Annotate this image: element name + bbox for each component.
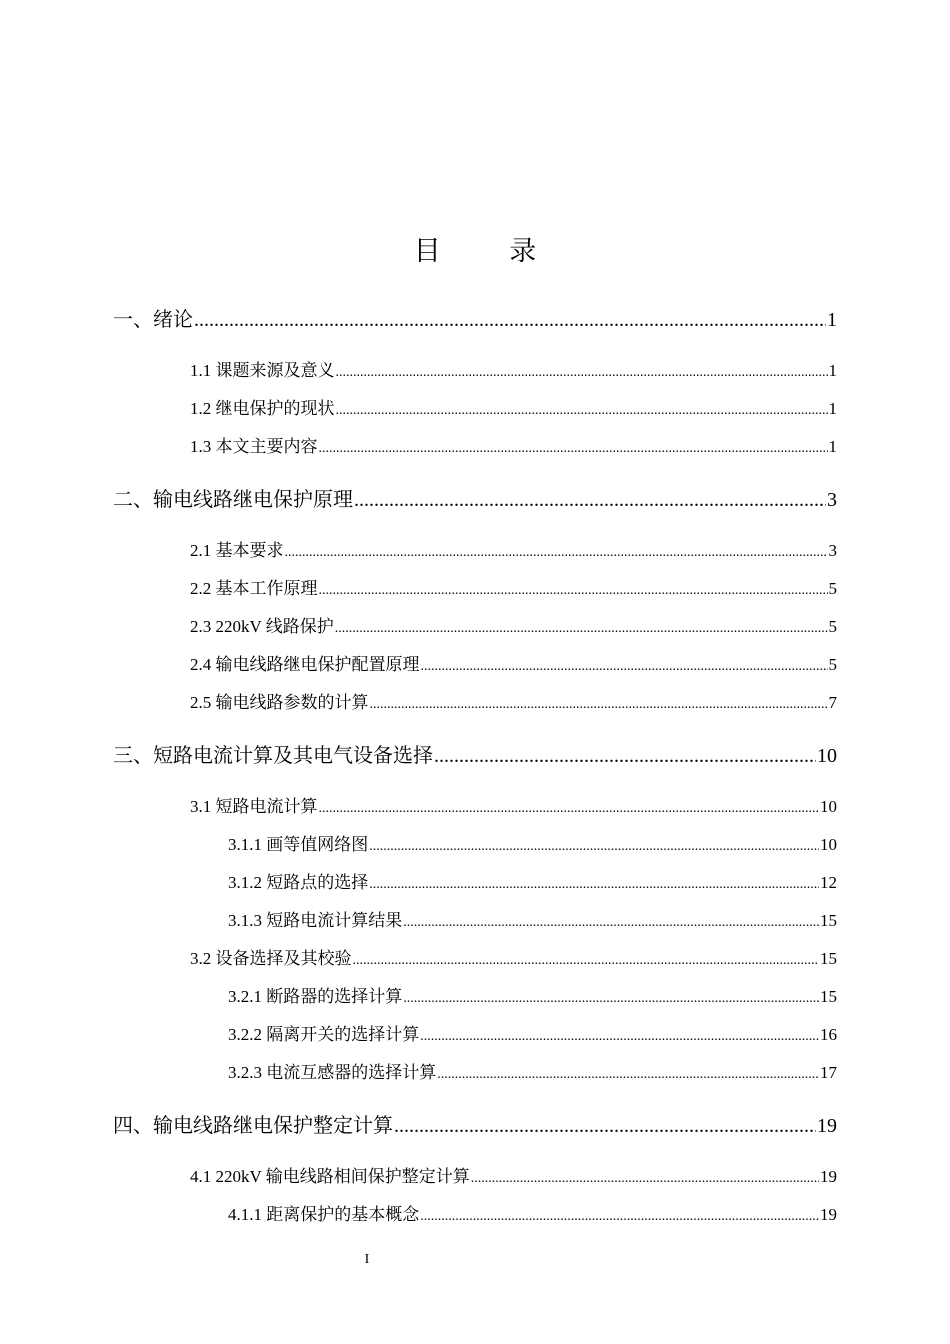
toc-entry-label: 3.1 短路电流计算 (190, 797, 318, 816)
toc-section-2-4[interactable] (190, 652, 837, 678)
page-number: I (364, 1252, 370, 1267)
dot-leader (369, 832, 819, 860)
toc-chapter-2[interactable] (113, 484, 837, 514)
toc-section-4-1[interactable] (190, 1164, 837, 1190)
toc-entry-page: 5 (828, 655, 837, 674)
dot-leader (434, 740, 816, 771)
toc-chapter-1[interactable] (113, 304, 837, 334)
toc-entry-page: 15 (820, 949, 837, 968)
toc-entry-page: 12 (820, 873, 837, 892)
toc-entry-page: 19 (817, 1115, 837, 1137)
toc-entry-page: 1 (828, 361, 837, 380)
toc-subsection-3-2-1[interactable] (228, 984, 837, 1010)
toc-entry-label: 2.2 基本工作原理 (190, 579, 318, 598)
toc-entry-label: 3.2.2 隔离开关的选择计算 (228, 1025, 420, 1044)
toc-chapter-3[interactable] (113, 740, 837, 770)
dot-leader (319, 794, 820, 822)
toc-entry-page: 10 (817, 745, 837, 767)
toc-entry-label: 2.4 输电线路继电保护配置原理 (190, 655, 420, 674)
toc-entry-page: 16 (820, 1025, 837, 1044)
toc-subsection-3-1-1[interactable] (228, 832, 837, 858)
toc-entry-page: 1 (827, 309, 837, 331)
toc-entry-label: 4.1 220kV 输电线路相间保护整定计算 (190, 1167, 470, 1186)
toc-entry-label: 3.1.3 短路电流计算结果 (228, 911, 403, 930)
toc-subsection-3-1-2[interactable] (228, 870, 837, 896)
dot-leader (319, 576, 828, 604)
toc-subsection-3-1-3[interactable] (228, 908, 837, 934)
toc-entry-label: 1.1 课题来源及意义 (190, 361, 335, 380)
toc-entry-page: 15 (820, 911, 837, 930)
toc-entry-page: 3 (827, 489, 837, 511)
dot-leader (336, 396, 828, 424)
toc-title: 目 录 (413, 236, 567, 267)
toc-entry-label: 四、输电线路继电保护整定计算 (113, 1113, 393, 1137)
dot-leader (394, 1110, 816, 1141)
dot-leader (403, 984, 819, 1012)
toc-entry-label: 一、绪论 (113, 307, 193, 331)
dot-leader (285, 538, 828, 566)
toc-entry-page: 1 (828, 399, 837, 418)
toc-entry-page: 15 (820, 987, 837, 1006)
toc-section-3-1[interactable] (190, 794, 837, 820)
toc-entry-label: 1.2 继电保护的现状 (190, 399, 335, 418)
toc-section-1-1[interactable] (190, 358, 837, 384)
toc-section-2-2[interactable] (190, 576, 837, 602)
toc-subsection-3-2-3[interactable] (228, 1060, 837, 1086)
toc-entry-label: 4.1.1 距离保护的基本概念 (228, 1205, 420, 1224)
toc-entry-label: 二、输电线路继电保护原理 (113, 487, 353, 511)
toc-entry-page: 1 (828, 437, 837, 456)
toc-entry-page: 3 (828, 541, 837, 560)
toc-entry-label: 3.2 设备选择及其校验 (190, 949, 352, 968)
dot-leader (335, 614, 828, 642)
toc-entry-page: 19 (820, 1167, 837, 1186)
toc-entry-label: 3.2.1 断路器的选择计算 (228, 987, 403, 1006)
dot-leader (437, 1060, 819, 1088)
dot-leader (369, 870, 819, 898)
dot-leader (319, 434, 828, 462)
toc-section-2-5[interactable] (190, 690, 837, 716)
toc-entry-page: 17 (820, 1063, 837, 1082)
dot-leader (420, 1022, 819, 1050)
toc-entry-label: 3.1.2 短路点的选择 (228, 873, 369, 892)
dot-leader (403, 908, 819, 936)
dot-leader (336, 358, 828, 386)
toc-chapter-4[interactable] (113, 1110, 837, 1140)
toc-entry-page: 5 (828, 617, 837, 636)
toc-entry-label: 1.3 本文主要内容 (190, 437, 318, 456)
dot-leader (353, 946, 820, 974)
toc-section-2-1[interactable] (190, 538, 837, 564)
toc-entry-page: 10 (820, 835, 837, 854)
toc-section-1-2[interactable] (190, 396, 837, 422)
toc-entry-label: 三、短路电流计算及其电气设备选择 (113, 743, 433, 767)
toc-entry-label: 3.2.3 电流互感器的选择计算 (228, 1063, 437, 1082)
dot-leader (421, 652, 828, 680)
toc-entry-page: 7 (828, 693, 837, 712)
toc-section-3-2[interactable] (190, 946, 837, 972)
dot-leader (420, 1202, 819, 1230)
dot-leader (194, 304, 826, 335)
toc-entry-page: 19 (820, 1205, 837, 1224)
dot-leader (471, 1164, 819, 1192)
dot-leader (354, 484, 826, 515)
toc-entry-label: 2.3 220kV 线路保护 (190, 617, 334, 636)
toc-entry-label: 2.1 基本要求 (190, 541, 284, 560)
toc-section-2-3[interactable] (190, 614, 837, 640)
toc-entry-page: 5 (828, 579, 837, 598)
toc-section-1-3[interactable] (190, 434, 837, 460)
toc-entry-label: 2.5 输电线路参数的计算 (190, 693, 369, 712)
toc-entry-page: 10 (820, 797, 837, 816)
dot-leader (370, 690, 828, 718)
toc-subsection-4-1-1[interactable] (228, 1202, 837, 1228)
toc-subsection-3-2-2[interactable] (228, 1022, 837, 1048)
toc-entry-label: 3.1.1 画等值网络图 (228, 835, 369, 854)
